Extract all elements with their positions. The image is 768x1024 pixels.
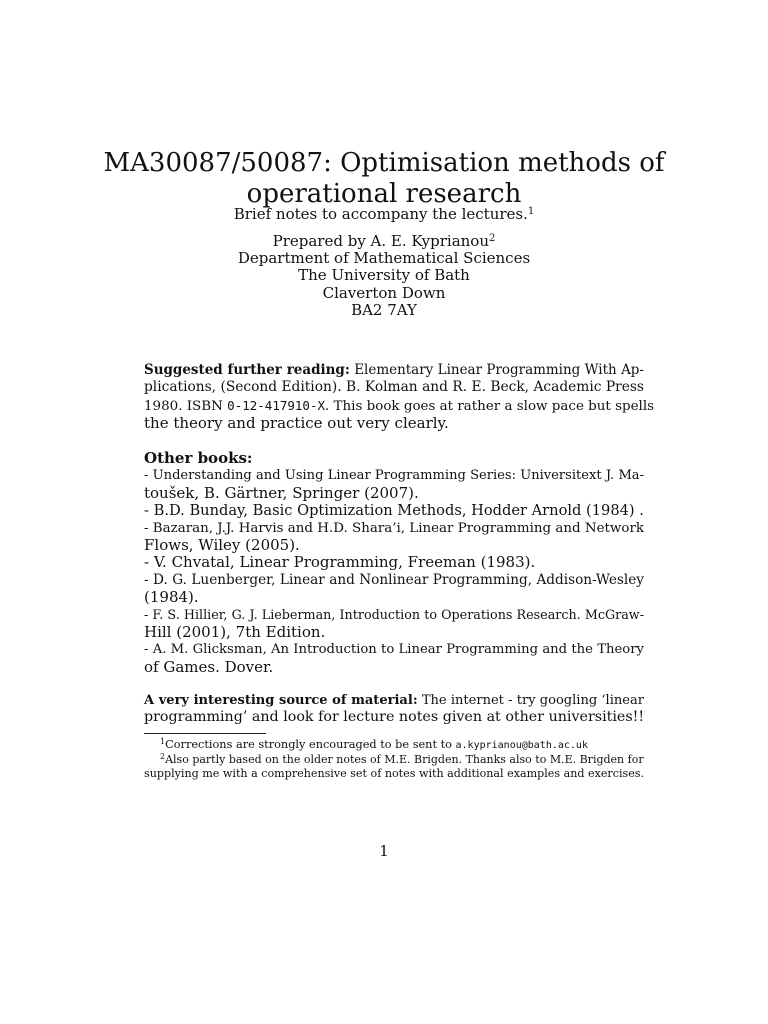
further-reading-heading: Suggested further reading: bbox=[144, 362, 350, 378]
internet-source-line bbox=[144, 692, 644, 709]
further-reading-line: the theory and practice out very clearly. bbox=[144, 414, 449, 433]
other-book-line: - Bazaran, J.J. Harvis and H.D. Shara’i, Linear Programming and Network bbox=[144, 520, 644, 536]
internet-source-text: The internet - try googling ‘linear bbox=[421, 693, 644, 708]
further-reading-text: . This book goes at rather a slow pace but spells bbox=[325, 398, 655, 414]
footnote-2-mark: 2 bbox=[160, 752, 166, 761]
internet-source-paragraph bbox=[144, 692, 644, 727]
other-book-line: - A. M. Glicksman, An Introduction to Linear Programming and the Theory bbox=[144, 642, 644, 658]
internet-source-heading: A very interesting source of material: bbox=[144, 693, 418, 708]
footnote-2-text: Also partly based on the older notes of M.E. Brigden. Thanks also to M.E. Brigden for bbox=[165, 753, 644, 766]
department: Department of Mathematical Sciences bbox=[237, 249, 531, 268]
internet-source-line: programming’ and look for lecture notes given at other universities!! bbox=[144, 709, 645, 726]
further-reading-paragraph bbox=[144, 362, 655, 433]
subtitle bbox=[84, 206, 684, 223]
footnote-1-text: Corrections are strongly encouraged to be sent to bbox=[165, 738, 456, 751]
place: Claverton Down bbox=[322, 283, 446, 302]
other-book-line: Hill (2001), 7th Edition. bbox=[144, 623, 326, 642]
other-books-heading: Other books: bbox=[144, 449, 253, 467]
author-block bbox=[84, 233, 684, 319]
other-book-line: - V. Chvatal, Linear Programming, Freeman (1983). bbox=[144, 553, 536, 572]
postcode: BA2 7AY bbox=[351, 300, 417, 319]
further-reading-text: 1980. ISBN bbox=[144, 398, 228, 414]
page-title bbox=[84, 148, 684, 210]
further-reading-line bbox=[144, 362, 644, 379]
other-book-line: of Games. Dover. bbox=[144, 657, 274, 676]
footnote-1 bbox=[144, 738, 644, 753]
footnote-rule bbox=[144, 733, 266, 734]
other-book-line: - B.D. Bunday, Basic Optimization Methods, Hodder Arnold (1984) . bbox=[144, 502, 644, 520]
other-books-list bbox=[144, 467, 644, 676]
page-number: 1 bbox=[379, 842, 389, 860]
isbn: 0-12-417910-X bbox=[227, 397, 326, 413]
footnote-mark-2: 2 bbox=[489, 233, 496, 244]
footnotes bbox=[144, 738, 644, 781]
other-book-line: (1984). bbox=[144, 588, 199, 607]
other-books-section bbox=[144, 450, 644, 676]
footnote-mark-1: 1 bbox=[527, 206, 535, 217]
further-reading-text: Elementary Linear Programming With Ap- bbox=[354, 362, 644, 378]
further-reading-line bbox=[144, 397, 655, 415]
other-book-line: Flows, Wiley (2005). bbox=[144, 536, 300, 555]
further-reading-line: plications, (Second Edition). B. Kolman and R. E. Beck, Academic Press bbox=[144, 379, 644, 396]
other-book-line: - F. S. Hillier, G. J. Lieberman, Introduction to Operations Research. McGraw- bbox=[144, 607, 644, 623]
title-line-2: operational research bbox=[246, 179, 522, 209]
title-line-1: MA30087/50087: Optimisation methods of bbox=[103, 148, 665, 178]
subtitle-text: Brief notes to accompany the lectures. bbox=[233, 205, 528, 223]
other-book-line: - D. G. Luenberger, Linear and Nonlinear Programming, Addison-Wesley bbox=[144, 571, 644, 588]
university: The University of Bath bbox=[298, 266, 470, 285]
prepared-by: Prepared by A. E. Kyprianou bbox=[272, 232, 489, 250]
footnote-2 bbox=[144, 753, 644, 767]
footnote-email: a.kyprianou@bath.ac.uk bbox=[455, 740, 588, 751]
other-book-line: - Understanding and Using Linear Programming Series: Universitext J. Ma- bbox=[144, 468, 644, 484]
footnote-2-continued: supplying me with a comprehensive set of notes with additional examples and exercises. bbox=[144, 767, 645, 780]
other-book-line: toušek, B. Gärtner, Springer (2007). bbox=[144, 483, 419, 502]
footnote-1-mark: 1 bbox=[160, 737, 166, 746]
prepared-by-line bbox=[84, 233, 684, 250]
